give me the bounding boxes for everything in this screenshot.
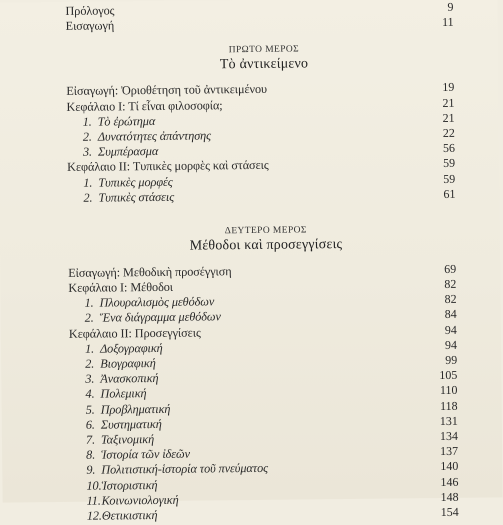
toc-page-number: 140 <box>440 459 459 474</box>
section-label: Πλουραλισμὸς μεθόδων <box>99 294 215 310</box>
toc-page-number: 82 <box>444 292 457 307</box>
section-label: Ταξινομική <box>100 431 155 447</box>
toc-page-number: 146 <box>440 474 459 489</box>
part-one-title: Τὸ ἀντικείμενο <box>219 56 309 73</box>
section-label: Δυνατότητες ἀπάντησης <box>97 128 212 144</box>
toc-page-number: 9 <box>447 0 454 14</box>
toc-chapter-label: Κεφάλαιο Ι: Μέθοδοι <box>68 279 174 295</box>
section-number: 3. <box>85 371 95 386</box>
toc-page-number: 134 <box>439 428 459 443</box>
section-label: Πολεμική <box>100 386 147 401</box>
toc-page-number: 21 <box>442 95 455 110</box>
section-number: 2. <box>82 129 92 144</box>
toc-page-number: 11 <box>441 15 454 30</box>
section-number: 10. <box>86 478 102 493</box>
table-of-contents <box>65 0 458 524</box>
section-number: 8. <box>86 447 96 462</box>
toc-entry-label: Εισαγωγή <box>65 18 115 34</box>
toc-page-number: 131 <box>439 413 458 428</box>
section-number: 5. <box>85 402 95 417</box>
toc-section <box>71 505 459 524</box>
toc-page-number: 110 <box>439 383 458 398</box>
toc-page-number: 94 <box>444 322 457 337</box>
part-one-heading <box>66 42 462 76</box>
toc-entry-label: Πρόλογος <box>65 3 115 18</box>
toc-page-number: 61 <box>443 186 456 201</box>
section-number: 12. <box>86 508 102 523</box>
toc-page-number: 84 <box>444 307 457 322</box>
section-label: Κοινωνιολογική <box>101 492 179 508</box>
toc-page-number: 56 <box>442 140 456 156</box>
toc-page-number: 22 <box>442 125 455 140</box>
section-label: Ἀνασκοπική <box>100 371 159 386</box>
toc-entry-label: Εἰσαγωγή: Ὀριοθέτηση τοῦ ἀντικειμένου <box>66 82 268 99</box>
section-label: Προβληματική <box>100 401 171 417</box>
part-two-kicker: ΔΕΥΤΕΡΟ ΜΕΡΟΣ <box>224 225 307 237</box>
toc-page-number: 137 <box>440 443 459 459</box>
section-label: Ἕνα διάγραμμα μεθόδων <box>99 309 221 326</box>
section-number: 2. <box>83 190 93 205</box>
section-number: 6. <box>85 417 95 432</box>
section-label: Βιογραφική <box>100 355 156 371</box>
toc-page-number: 154 <box>440 504 459 519</box>
toc-page-number: 99 <box>445 352 458 367</box>
section-label: Πολιτιστική-ἱστορία τοῦ πνεύματος <box>101 461 269 477</box>
toc-page-number: 105 <box>439 368 458 383</box>
section-number: 2. <box>84 311 94 326</box>
toc-page-number: 59 <box>443 171 456 186</box>
section-label: Θετικιστική <box>101 507 158 523</box>
toc-page-number: 148 <box>440 489 459 504</box>
section-label: Ἱστοριστική <box>101 477 158 493</box>
section-number: 1. <box>84 341 95 356</box>
toc-page-number: 82 <box>444 276 457 292</box>
section-number: 4. <box>85 387 95 402</box>
toc-entry-label: Εἰσαγωγή: Μεθοδικὴ προσέγγιση <box>68 264 232 280</box>
toc-chapter-label: Κεφάλαιο ΙΙ: Προσεγγίσεις <box>68 325 201 341</box>
part-one-kicker: ΠΡΩΤΟ ΜΕΡΟΣ <box>228 44 300 56</box>
toc-page-number: 21 <box>442 110 455 125</box>
section-label: Δοξογραφική <box>99 340 163 356</box>
section-label: Τυπικὲς μορφές <box>98 174 173 190</box>
section-number: 2. <box>85 356 95 371</box>
toc-page-number: 69 <box>444 261 457 276</box>
part-two-heading <box>68 223 464 257</box>
toc-page-number: 94 <box>444 337 458 352</box>
toc-chapter-label: Κεφάλαιο Ι: Τί εἶναι φιλοσοφία; <box>66 97 223 114</box>
section-number: 1. <box>84 295 94 310</box>
part-two-title: Μέθοδοι καὶ προσεγγίσεις <box>189 236 343 254</box>
toc-page-number: 59 <box>443 156 456 171</box>
section-label: Ἱστορία τῶν ἰδεῶν <box>101 446 191 462</box>
section-number: 3. <box>82 144 93 159</box>
toc-page-number: 19 <box>442 80 455 95</box>
section-number: 9. <box>86 462 96 478</box>
toc-page-number: 118 <box>440 398 458 413</box>
section-label: Συστηματική <box>100 416 162 432</box>
section-number: 1. <box>83 175 93 190</box>
section-number: 11. <box>86 493 101 508</box>
section-label: Τὸ ἐρώτημα <box>97 113 156 129</box>
section-label: Συμπέρασμα <box>97 144 159 159</box>
section-number: 1. <box>82 114 92 129</box>
section-label: Τυπικὲς στάσεις <box>98 189 175 205</box>
section-number: 7. <box>85 432 96 447</box>
toc-chapter-label: Κεφάλαιο ΙΙ: Τυπικὲς μορφὲς καὶ στάσεις <box>67 158 269 175</box>
